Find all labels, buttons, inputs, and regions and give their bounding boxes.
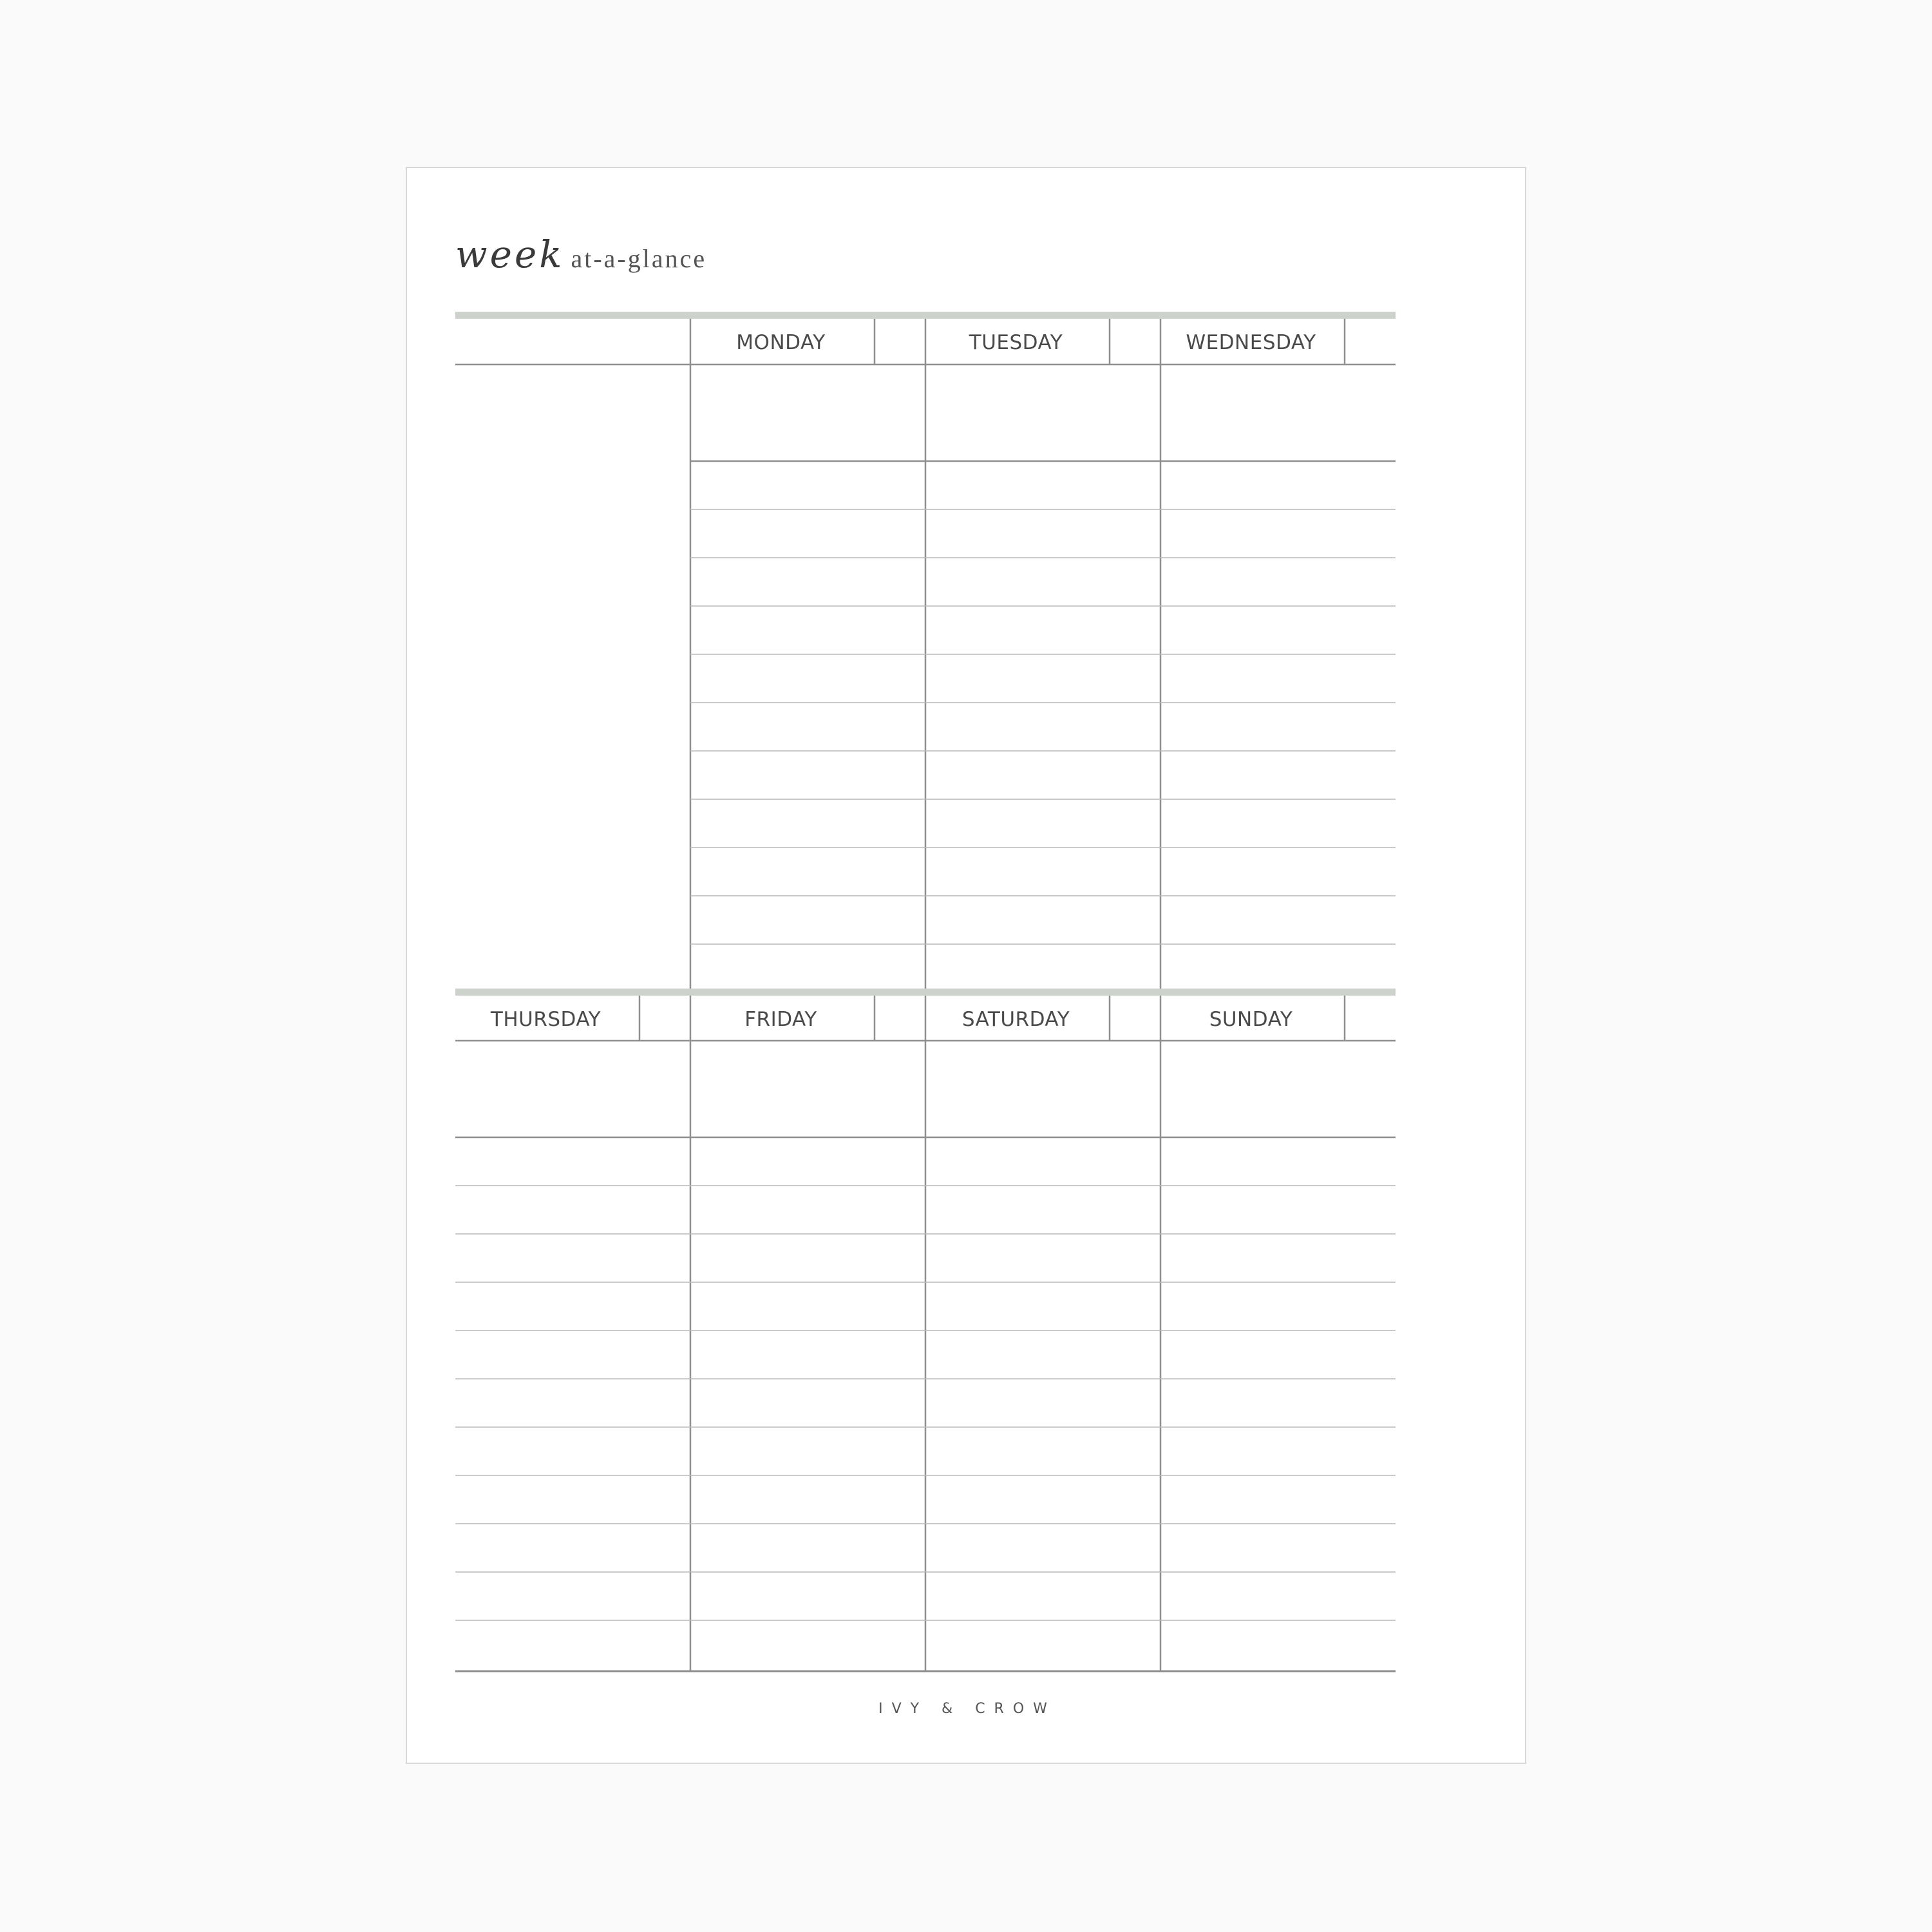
week-grid (407, 168, 1528, 1765)
day-label-saturday: SATURDAY (961, 1008, 1070, 1031)
day-label-monday: MONDAY (736, 331, 826, 354)
day-label-tuesday: TUESDAY (969, 331, 1063, 354)
brand-footer: IVY & CROW (878, 1701, 1056, 1717)
page-title-rest: at-a-glance (571, 244, 707, 273)
day-label-thursday: THURSDAY (490, 1008, 601, 1031)
page-title-script: week (455, 232, 565, 276)
day-label-sunday: SUNDAY (1209, 1008, 1293, 1031)
accent-band-bottom (455, 989, 1396, 996)
accent-band-top (455, 312, 1396, 319)
day-label-wednesday: WEDNESDAY (1186, 331, 1316, 354)
day-label-friday: FRIDAY (744, 1008, 817, 1031)
planner-page (406, 167, 1526, 1764)
